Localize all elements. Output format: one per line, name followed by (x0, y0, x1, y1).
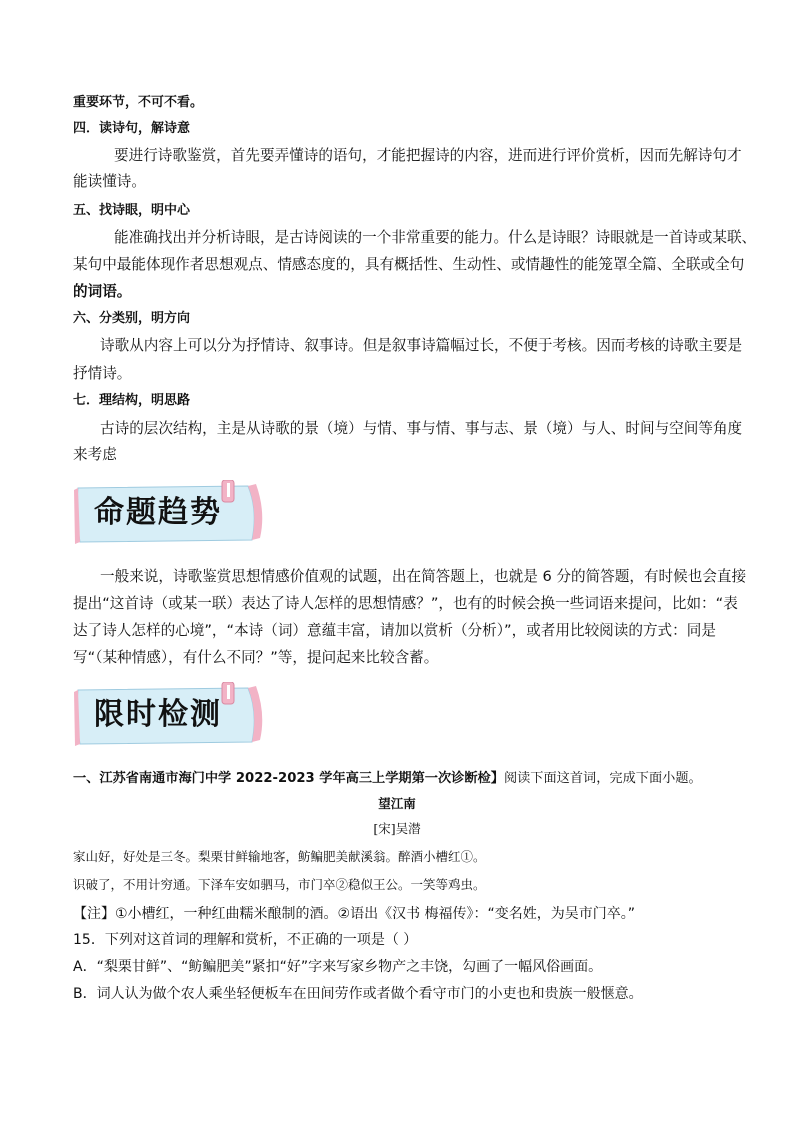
banner-test (72, 682, 267, 748)
heading-4: 四．读诗句，解诗意 (73, 121, 191, 136)
poem-note: 【注】①小槽红，一种红曲糯米酿制的酒。②语出《汉书 梅福传》：“变名姓，为吴市门卒。” (73, 906, 636, 922)
heading-6: 六、分类别，明方向 (73, 311, 191, 326)
banner-trend (72, 480, 267, 546)
para-5-line2: 某句中最能体现作者思想观点、情感态度的，具有概括性、生动性、或情趣性的能笼罩全篇、全联或全句 (73, 256, 745, 273)
poem-author: [宋]吴潜 (373, 821, 421, 836)
question-15: 15．下列对这首词的理解和赏析，不正确的一项是（ ） (73, 932, 418, 948)
para-5-line3: 的词语。 (73, 283, 132, 300)
heading-5: 五、找诗眼，明中心 (73, 203, 191, 218)
para-6-line1: 诗歌从内容上可以分为抒情诗、叙事诗。但是叙事诗篇幅过长，不便于考核。因而考核的诗歌主要是 (100, 337, 743, 354)
option-b[interactable]: B．词人认为做个农人乘坐轻便板车在田间劳作或者做个看守市门的小吏也和贵族一般惬意。 (73, 986, 643, 1002)
banner-trend-title: 命题趋势 (94, 495, 222, 530)
banner-test-title: 限时检测 (94, 697, 222, 732)
question-source: 一、江苏省南通市海门中学 2022-2023 学年高三上学期第一次诊断检】 (73, 771, 504, 786)
trend-line3: 达了诗人怎样的心境”，“本诗（词）意蕴丰富，请加以赏析（分析）”，或者用比较阅读的方式：同是 (73, 622, 716, 639)
heading-7: 七．理结构，明思路 (73, 393, 191, 408)
para-7-line1: 古诗的层次结构，主是从诗歌的景（境）与情、事与情、事与志、景（境）与人、时间与空间等角度 (100, 420, 743, 437)
trend-line4: 写“（某种情感），有什么不同？”等，提问起来比较含蓄。 (73, 649, 439, 666)
para-7-line2: 来考虑 (73, 446, 117, 463)
para-4-line1: 要进行诗歌鉴赏，首先要弄懂诗的语句，才能把握诗的内容，进而进行评价赏析，因而先解诗句才 (114, 147, 742, 164)
trend-line1: 一般来说，诗歌鉴赏思想情感价值观的试题，出在简答题上，也就是 6 分的简答题，有时候也会直接 (100, 568, 747, 585)
trend-line2: 提出“这首诗（或某一联）表达了诗人怎样的思想情感？”，也有的时候会换一些词语来提问，比如：“表 (73, 595, 738, 612)
question-instruction: 阅读下面这首词，完成下面小题。 (503, 771, 702, 786)
para-6-line2: 抒情诗。 (73, 365, 132, 382)
poem-line1: 家山好，好处是三冬。梨栗甘鲜输地客，鲂鳊肥美献溪翁。醉酒小槽红①。 (73, 849, 486, 864)
option-a[interactable]: A．“梨栗甘鲜”、“鲂鳊肥美”紧扣“好”字来写家乡物产之丰饶，勾画了一幅风俗画面。 (73, 959, 603, 975)
para-5-line1: 能准确找出并分析诗眼，是古诗阅读的一个非常重要的能力。什么是诗眼？诗眼就是一首诗或某联、 (114, 229, 757, 246)
para-4-line2: 能读懂诗。 (73, 173, 146, 190)
poem-line2: 识破了，不用计穷通。下泽车安如驷马，市门卒②稳似王公。一笑等鸡虫。 (73, 877, 486, 892)
question-header (73, 770, 702, 788)
intro-line: 重要环节，不可不看。 (73, 95, 204, 110)
poem-title: 望江南 (378, 796, 416, 811)
